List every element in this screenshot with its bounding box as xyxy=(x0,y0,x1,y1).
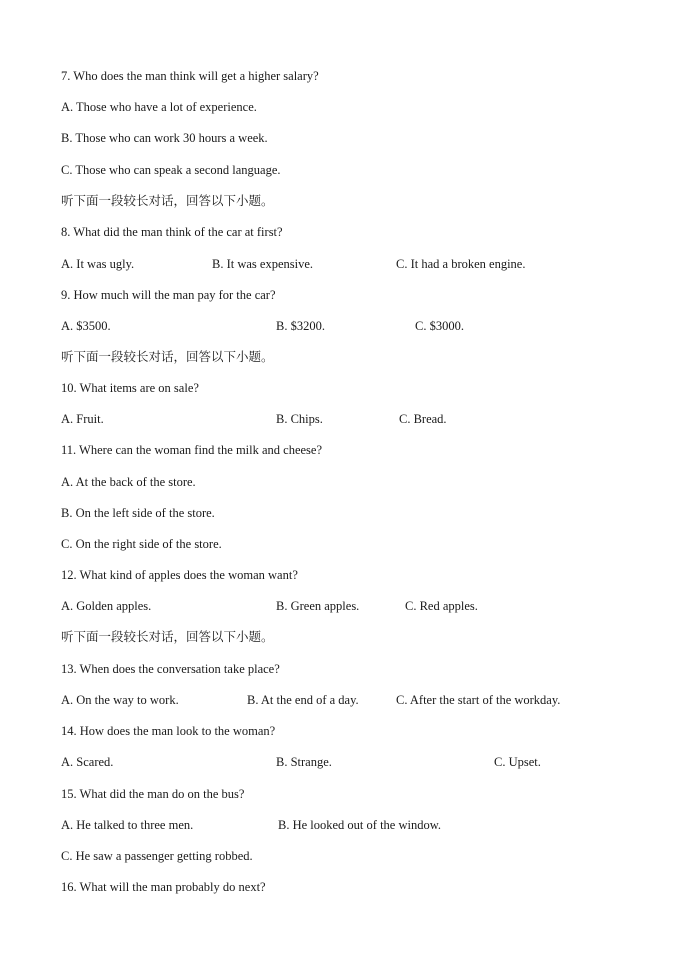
option-8b: B. It was expensive. xyxy=(212,257,314,271)
question-15: 15. What did the man do on the bus? xyxy=(61,787,245,801)
option-13c: C. After the start of the workday. xyxy=(396,693,561,707)
option-14c: C. Upset. xyxy=(494,755,541,769)
option-7b: B. Those who can work 30 hours a week. xyxy=(61,131,268,145)
question-10: 10. What items are on sale? xyxy=(61,381,199,395)
option-7a: A. Those who have a lot of experience. xyxy=(61,100,257,114)
question-9: 9. How much will the man pay for the car? xyxy=(61,288,276,302)
option-9c: C. $3000. xyxy=(415,319,464,333)
option-12c: C. Red apples. xyxy=(405,599,478,613)
question-13: 13. When does the conversation take place? xyxy=(61,662,280,676)
option-13a: A. On the way to work. xyxy=(61,693,179,707)
question-8: 8. What did the man think of the car at first? xyxy=(61,225,283,239)
section-instruction: 听下面一段较长对话，回答以下小题。 xyxy=(61,629,274,644)
option-12a: A. Golden apples. xyxy=(61,599,152,613)
question-12: 12. What kind of apples does the woman want? xyxy=(61,568,298,582)
option-8a: A. It was ugly. xyxy=(61,257,135,271)
option-9b: B. $3200. xyxy=(276,319,325,333)
question-16: 16. What will the man probably do next? xyxy=(61,880,266,894)
question-14: 14. How does the man look to the woman? xyxy=(61,724,276,738)
option-15c: C. He saw a passenger getting robbed. xyxy=(61,849,253,863)
option-9a: A. $3500. xyxy=(61,319,111,333)
option-14b: B. Strange. xyxy=(276,755,332,769)
option-15b: B. He looked out of the window. xyxy=(278,818,442,832)
question-11: 11. Where can the woman find the milk and cheese? xyxy=(61,443,323,457)
option-11a: A. At the back of the store. xyxy=(61,475,196,489)
option-11c: C. On the right side of the store. xyxy=(61,537,222,551)
question-7: 7. Who does the man think will get a higher salary? xyxy=(61,69,319,83)
option-7c: C. Those who can speak a second language. xyxy=(61,163,281,177)
section-instruction: 听下面一段较长对话，回答以下小题。 xyxy=(61,193,274,208)
option-12b: B. Green apples. xyxy=(276,599,360,613)
option-14a: A. Scared. xyxy=(61,755,114,769)
option-11b: B. On the left side of the store. xyxy=(61,506,215,520)
option-15a: A. He talked to three men. xyxy=(61,818,194,832)
option-10b: B. Chips. xyxy=(276,412,323,426)
option-10c: C. Bread. xyxy=(399,412,447,426)
option-10a: A. Fruit. xyxy=(61,412,104,426)
option-13b: B. At the end of a day. xyxy=(247,693,359,707)
option-8c: C. It had a broken engine. xyxy=(396,257,526,271)
section-instruction: 听下面一段较长对话，回答以下小题。 xyxy=(61,349,274,364)
